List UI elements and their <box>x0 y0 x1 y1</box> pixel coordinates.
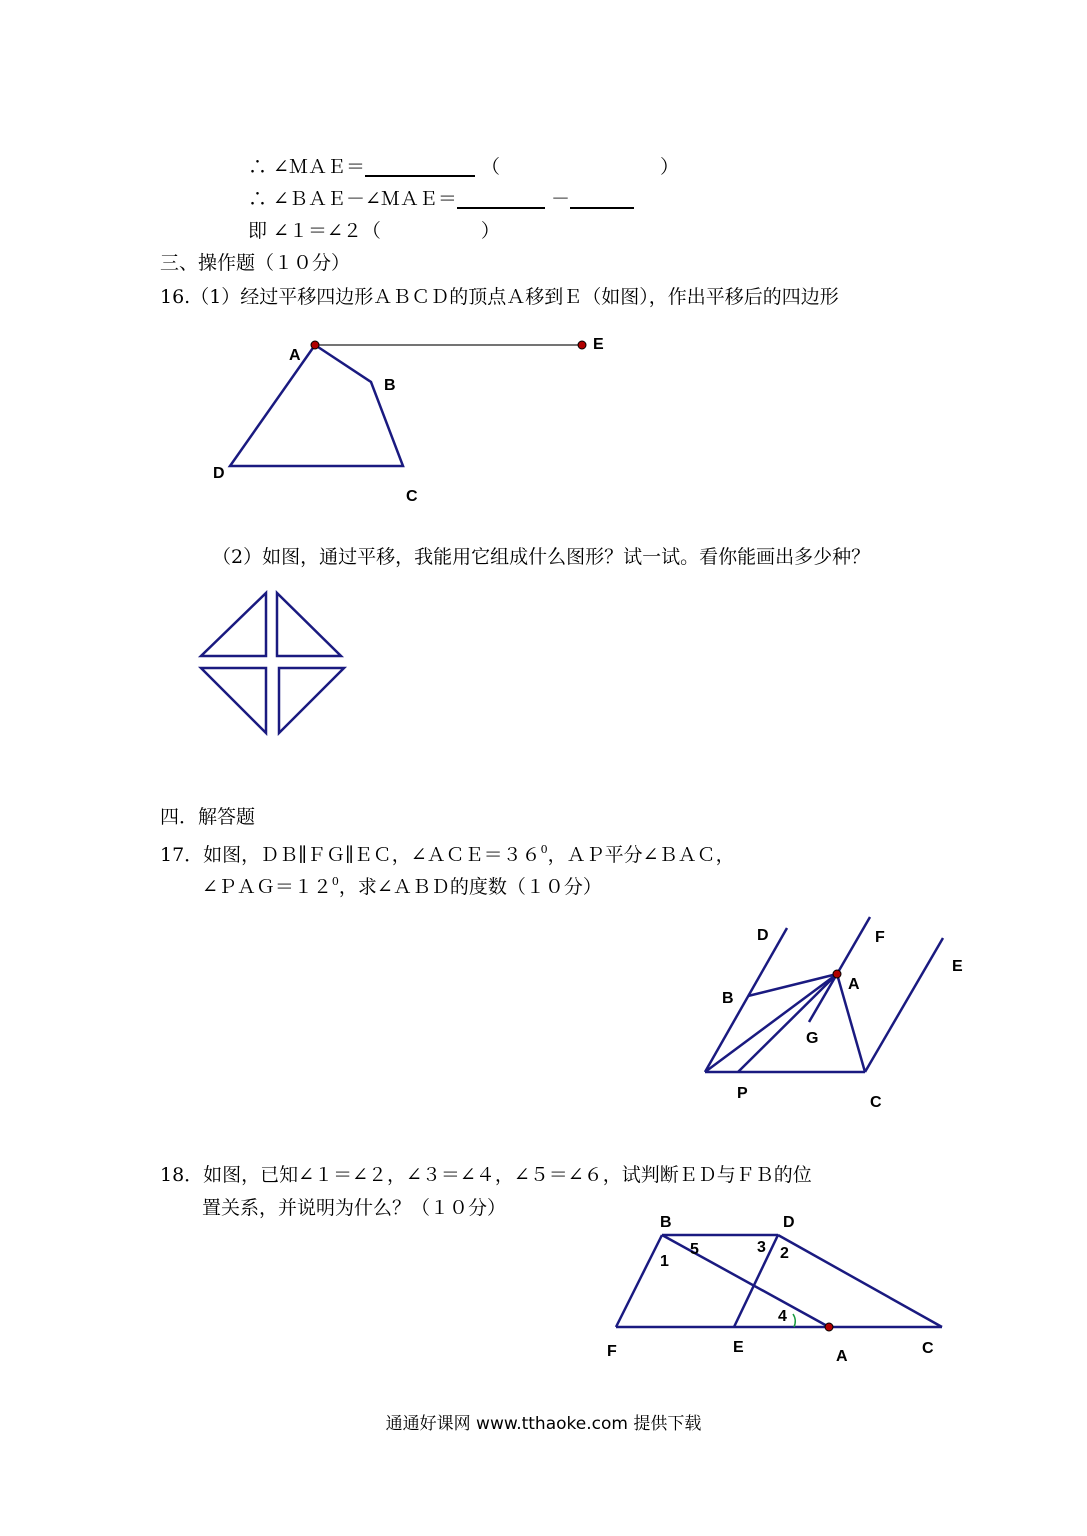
degree-mark: 0 <box>540 843 548 856</box>
label-c: C <box>870 1094 882 1111</box>
line-a-p1 <box>705 974 837 1072</box>
label-a: A <box>836 1348 848 1365</box>
line-bf <box>616 1235 662 1327</box>
degree-mark: 0 <box>331 875 339 888</box>
triangle-top-left <box>201 593 266 656</box>
angle-label-2: 2 <box>780 1245 789 1262</box>
label-c: C <box>406 488 418 505</box>
section-4-title: 四．解答题 <box>160 806 256 828</box>
q17-line2-text: ∠ＰＡＧ＝１２ <box>202 876 332 898</box>
angle-label-3: 3 <box>757 1239 766 1256</box>
fig17 <box>705 917 943 1072</box>
label-f: F <box>875 929 885 946</box>
line-ce <box>865 938 943 1072</box>
proof-line-1-prefix: ∴ ∠ＭＡＥ＝ <box>248 156 365 178</box>
angle-label-1: 1 <box>660 1253 669 1270</box>
paren-close: ） <box>660 156 680 178</box>
label-d: D <box>757 927 769 944</box>
paren-close: ） <box>480 220 500 242</box>
point-a-fig18 <box>825 1323 833 1331</box>
q18-line2: 置关系，并说明为什么？（１０分） <box>202 1197 507 1219</box>
angle-4-arc <box>793 1314 795 1327</box>
label-b: B <box>660 1214 672 1231</box>
minus-sign: － <box>550 188 570 210</box>
label-a: A <box>289 347 301 364</box>
label-a: A <box>848 976 860 993</box>
q17-line1-text: 17．如图，ＤＢ∥ＦＧ∥ＥＣ，∠ＡＣＥ＝３６ <box>160 844 541 866</box>
paren-open: （ <box>481 156 501 178</box>
section-3-title: 三、操作题（１０分） <box>160 252 351 274</box>
label-b: B <box>722 990 734 1007</box>
line-de <box>734 1235 778 1327</box>
label-f: F <box>607 1343 617 1360</box>
label-c: C <box>922 1340 934 1357</box>
label-g: G <box>806 1030 819 1047</box>
label-b: B <box>384 377 396 394</box>
q18-line1: 18．如图，已知∠１＝∠２，∠３＝∠４，∠５＝∠６，试判断ＥＤ与ＦＢ的位 <box>160 1164 812 1186</box>
proof-line-3-prefix: 即 ∠１＝∠２（ <box>248 220 381 242</box>
q17-line1-tail: ，ＡＰ平分∠ＢＡＣ， <box>547 844 735 866</box>
label-e: E <box>733 1339 744 1356</box>
label-e: E <box>593 336 604 353</box>
line-af <box>837 917 870 974</box>
label-d: D <box>783 1214 795 1231</box>
triangle-top-right <box>277 593 341 656</box>
proof-line-2-prefix: ∴ ∠ＢＡＥ－∠ＭＡＥ＝ <box>248 188 457 210</box>
point-a-fig16 <box>311 341 319 349</box>
label-p: P <box>737 1085 748 1102</box>
point-e-fig16 <box>578 341 586 349</box>
q16-part1: 16.（1）经过平移四边形ＡＢＣＤ的顶点Ａ移到Ｅ（如图），作出平移后的四边形 <box>160 286 839 308</box>
fig16-quadrilateral <box>230 345 582 466</box>
footer-credit: 通通好课网 www.tthaoke.com 提供下载 <box>385 1414 702 1434</box>
triangle-bottom-right <box>279 668 344 733</box>
q16-part2: （2）如图，通过平移，我能用它组成什么图形？试一试。看你能画出多少种？ <box>212 546 871 568</box>
angle-label-4: 4 <box>778 1308 787 1325</box>
point-a-fig17 <box>833 970 841 978</box>
q17-line2-tail: ，求∠ＡＢＤ的度数（１０分） <box>338 876 602 898</box>
line-pd <box>705 928 787 1072</box>
triangle-bottom-left <box>201 668 266 733</box>
label-e: E <box>952 958 963 975</box>
quadrilateral-abcd <box>230 345 403 466</box>
fig16-triangles <box>201 593 344 733</box>
angle-label-5: 5 <box>690 1241 699 1258</box>
label-d: D <box>213 465 225 482</box>
